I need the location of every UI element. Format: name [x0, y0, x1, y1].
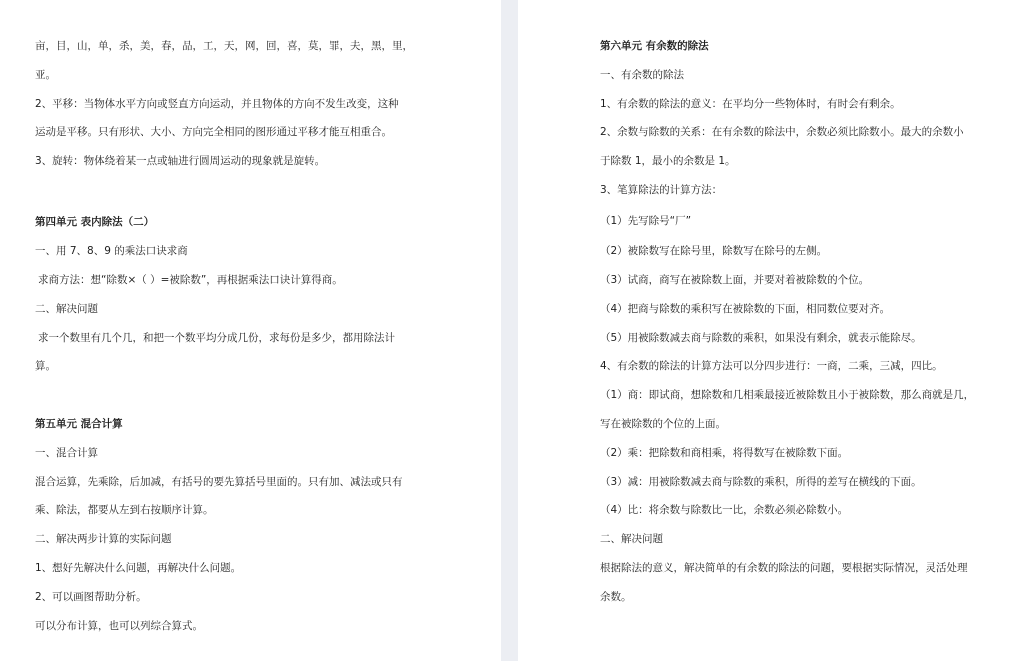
text-line: 亚。 — [35, 69, 56, 81]
text-line: 1、有余数的除法的意义：在平均分一些物体时，有时会有剩余。 — [600, 98, 901, 110]
text-line: （1）先写除号“厂” — [600, 215, 692, 227]
text-line: 写在被除数的个位的上面。 — [600, 418, 726, 430]
text-line: （2）乘：把除数和商相乘，将得数写在被除数下面。 — [600, 447, 849, 459]
text-line: 余数。 — [600, 591, 632, 603]
text-line: （2）被除数写在除号里，除数写在除号的左侧。 — [600, 245, 828, 257]
text-line: （1）商：即试商，想除数和几相乘最接近被除数且小于被除数，那么商就是几， — [600, 389, 975, 401]
text-line: （4）把商与除数的乘积写在被除数的下面，相同数位要对齐。 — [600, 303, 891, 315]
text-line: （3）试商，商写在被除数上面，并要对着被除数的个位。 — [600, 274, 870, 286]
text-line: 3、旋转：物体绕着某一点或轴进行圆周运动的现象就是旋转。 — [35, 155, 326, 167]
text-line: 于除数 1，最小的余数是 1。 — [600, 155, 736, 167]
text-line: 可以分布计算，也可以列综合算式。 — [35, 620, 203, 632]
text-line: 算。 — [35, 360, 56, 372]
text-line: 亩，目，山，单，杀，美，春，品，工，天，网，回，喜，莫，罪，夫，黑，里， — [35, 40, 413, 52]
section-heading: 第四单元 表内除法（二） — [35, 216, 155, 228]
text-line: 求商方法：想“除数×（ ）=被除数”，再根据乘法口诀计算得商。 — [38, 274, 343, 286]
text-line: 混合运算，先乘除，后加减，有括号的要先算括号里面的。只有加、减法或只有 — [35, 476, 403, 488]
text-line: 4、有余数的除法的计算方法可以分四步进行：一商，二乘，三减，四比。 — [600, 360, 943, 372]
text-line: （3）减：用被除数减去商与除数的乘积，所得的差写在横线的下面。 — [600, 476, 922, 488]
text-line: （5）用被除数减去商与除数的乘积，如果没有剩余，就表示能除尽。 — [600, 332, 922, 344]
text-line: 2、可以画图帮助分析。 — [35, 591, 147, 603]
text-line: 一、有余数的除法 — [600, 69, 684, 81]
section-heading: 第五单元 混合计算 — [35, 418, 123, 430]
text-line: 求一个数里有几个几，和把一个数平均分成几份，求每份是多少，都用除法计 — [38, 332, 395, 344]
text-line: 根据除法的意义，解决简单的有余数的除法的问题，要根据实际情况，灵活处理 — [600, 562, 968, 574]
text-line: 1、想好先解决什么问题，再解决什么问题。 — [35, 562, 242, 574]
document-page-right — [518, 0, 1024, 661]
text-line: 2、余数与除数的关系：在有余数的除法中，余数必须比除数小。最大的余数小 — [600, 126, 964, 138]
text-line: 二、解决问题 — [600, 533, 663, 545]
text-line: 2、平移：当物体水平方向或竖直方向运动，并且物体的方向不发生改变，这种 — [35, 98, 399, 110]
text-line: 一、用 7、8、9 的乘法口诀求商 — [35, 245, 188, 257]
text-line: （4）比：将余数与除数比一比，余数必须必除数小。 — [600, 504, 849, 516]
section-heading: 第六单元 有余数的除法 — [600, 40, 709, 52]
text-line: 乘、除法，都要从左到右按顺序计算。 — [35, 504, 214, 516]
document-page-left — [0, 0, 501, 661]
text-line: 运动是平移。只有形状、大小、方向完全相同的图形通过平移才能互相重合。 — [35, 126, 392, 138]
text-line: 一、混合计算 — [35, 447, 98, 459]
text-line: 二、解决问题 — [35, 303, 98, 315]
text-line: 3、笔算除法的计算方法： — [600, 184, 723, 196]
text-line: 二、解决两步计算的实际问题 — [35, 533, 172, 545]
